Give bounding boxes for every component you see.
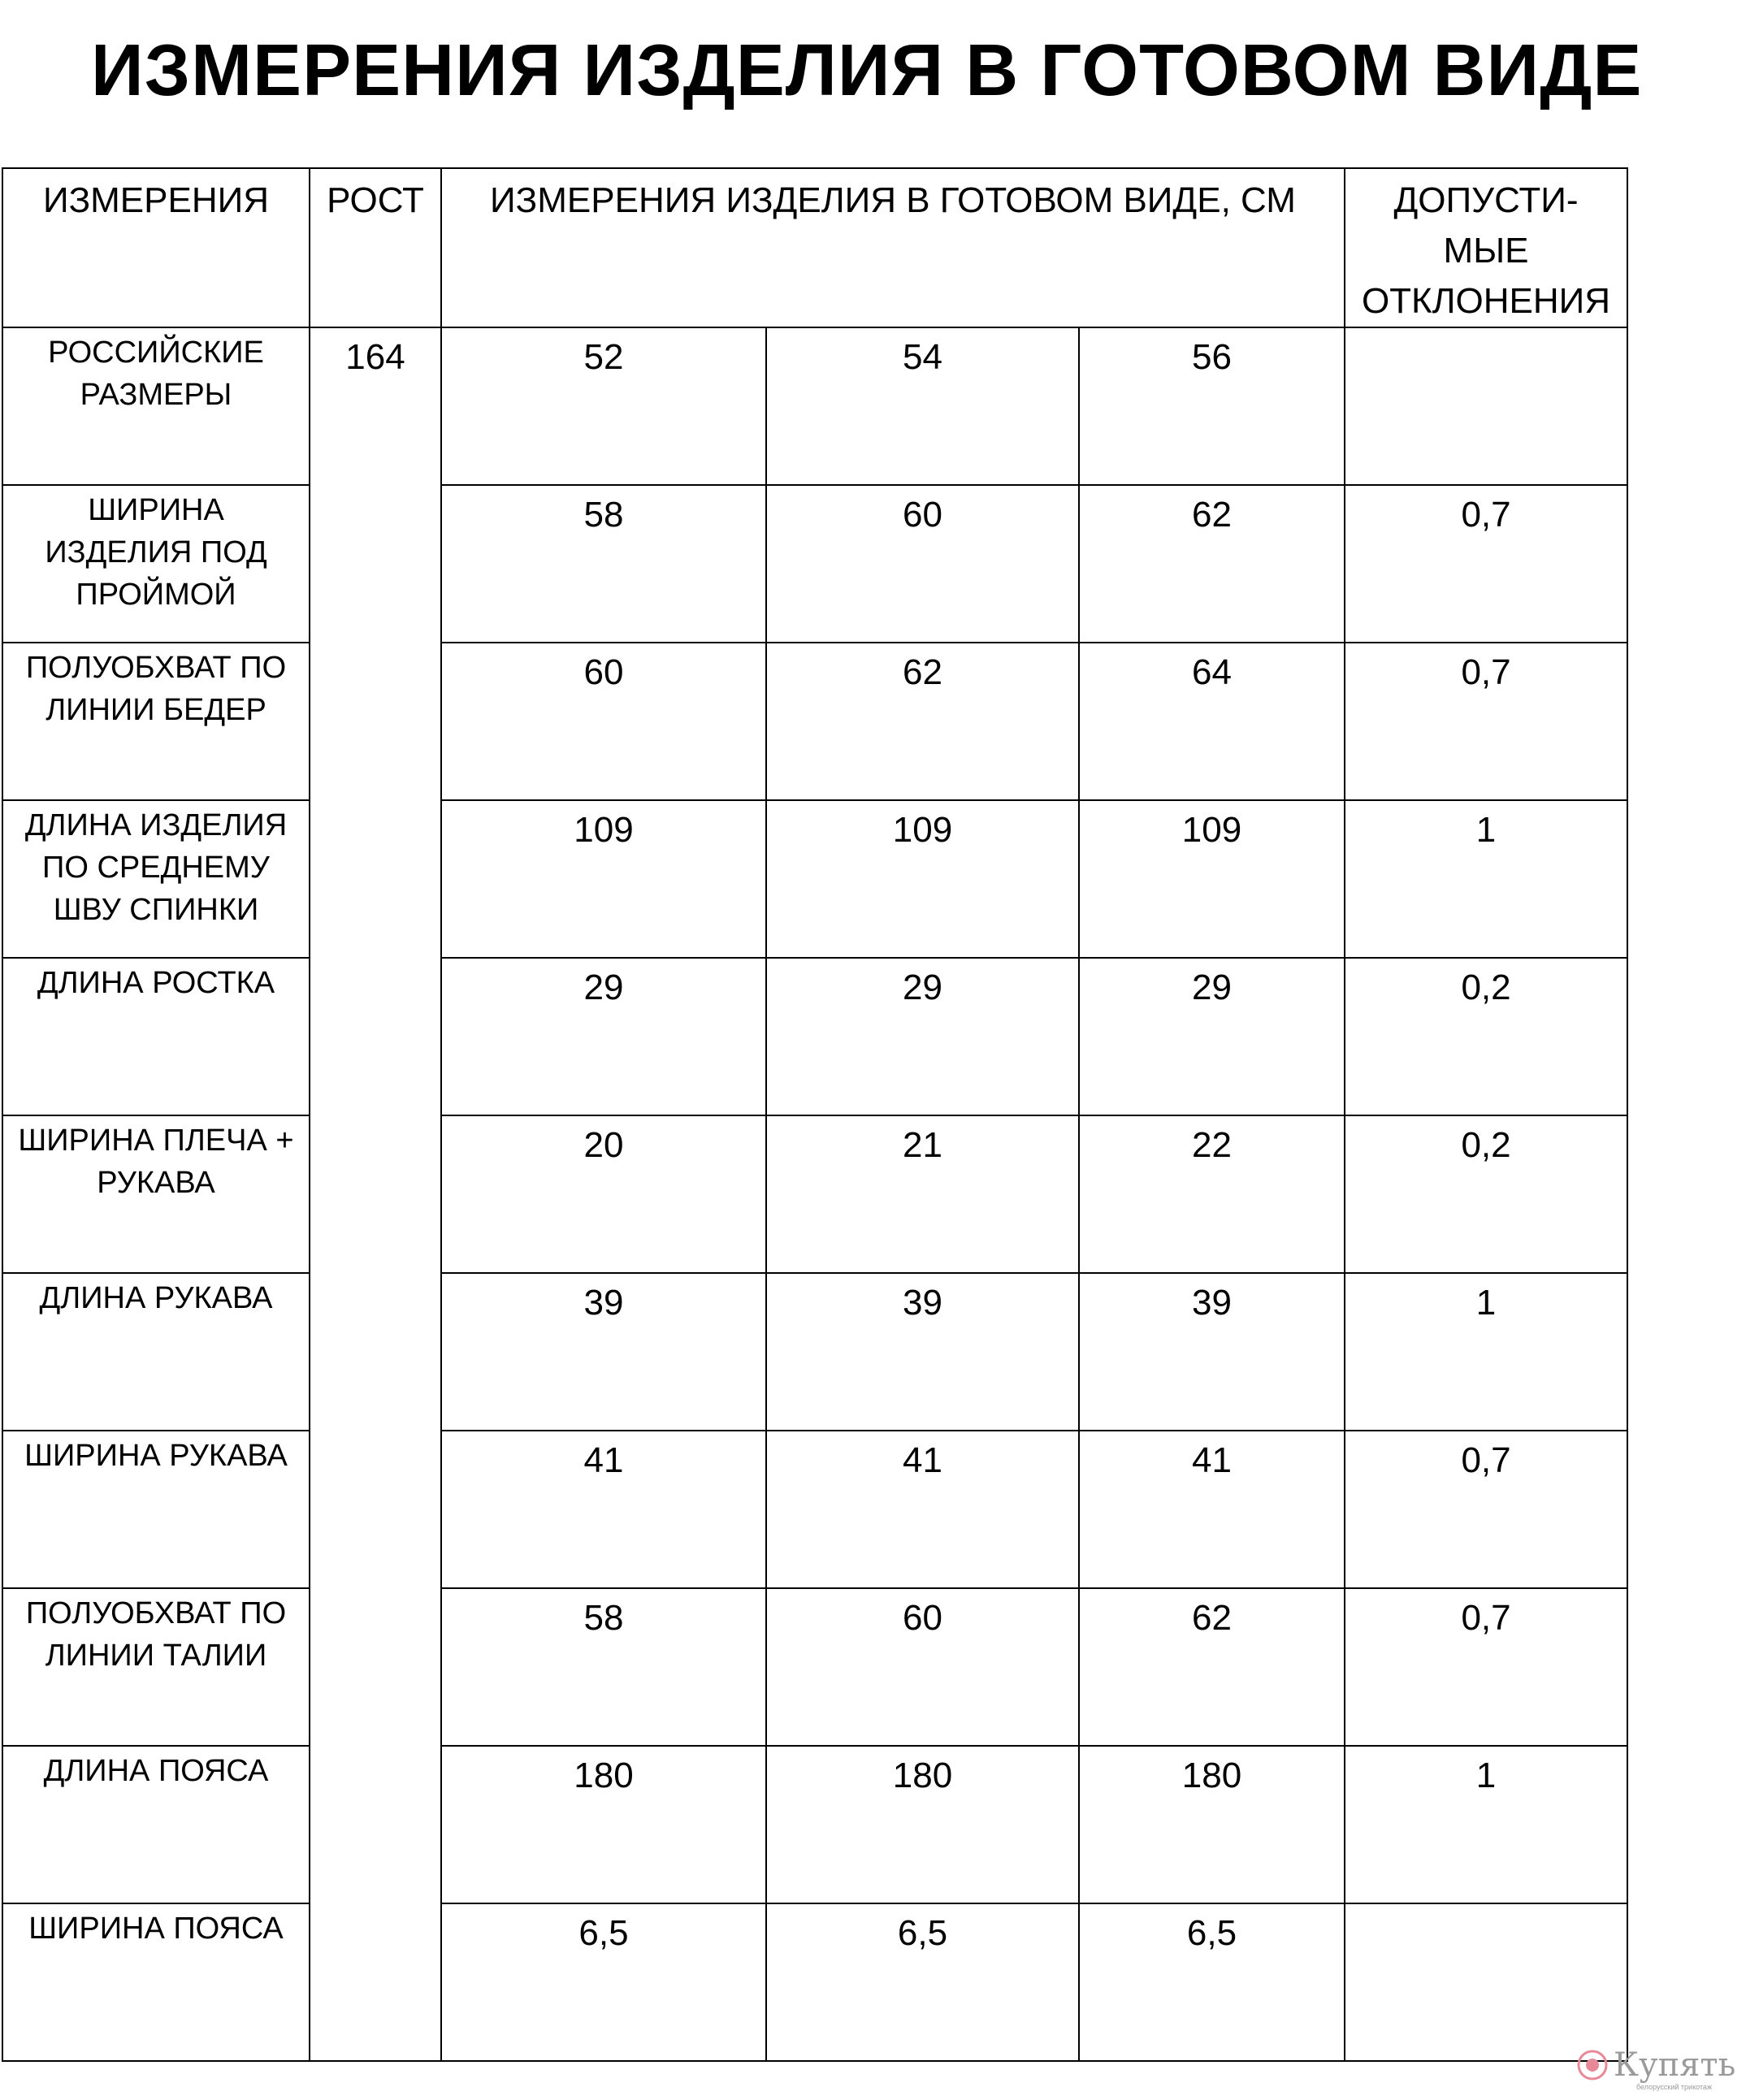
- size-value-cell: 20: [441, 1115, 766, 1273]
- size-value-cell: 54: [766, 327, 1079, 485]
- row-label: [2, 1115, 310, 1273]
- tolerance-cell: 0,7: [1345, 1431, 1627, 1588]
- size-value-cell: 39: [1079, 1273, 1345, 1431]
- table-row: [2, 1903, 1627, 2061]
- row-label-line: ИЗДЕЛИЯ ПОД: [45, 535, 267, 569]
- size-value-cell: 109: [1079, 800, 1345, 958]
- table-row: [2, 1746, 1627, 1903]
- table-header-row: [2, 168, 1627, 327]
- size-value-cell: 41: [1079, 1431, 1345, 1588]
- row-label: [2, 643, 310, 800]
- size-value-cell: 58: [441, 1588, 766, 1746]
- table-row: [2, 1431, 1627, 1588]
- size-value-cell: 60: [441, 643, 766, 800]
- size-value-cell: 6,5: [1079, 1903, 1345, 2061]
- size-value-cell: 64: [1079, 643, 1345, 800]
- size-value-cell: 22: [1079, 1115, 1345, 1273]
- header-tolerance: [1345, 168, 1627, 327]
- header-measure: ИЗМЕРЕНИЯ: [2, 168, 310, 327]
- page-title: ИЗМЕРЕНИЯ ИЗДЕЛИЯ В ГОТОВОМ ВИДЕ: [91, 30, 1643, 111]
- size-value-cell: 21: [766, 1115, 1079, 1273]
- header-tolerance-line: ОТКЛОНЕНИЯ: [1361, 281, 1611, 321]
- tolerance-cell: [1345, 327, 1627, 485]
- tolerance-cell: 0,7: [1345, 643, 1627, 800]
- kupyat-logo-icon: [1576, 2049, 1609, 2081]
- row-label-line: РУКАВА: [97, 1166, 215, 1200]
- size-value-cell: 109: [766, 800, 1079, 958]
- size-value-cell: 29: [1079, 958, 1345, 1115]
- header-height: РОСТ: [310, 168, 441, 327]
- size-value-cell: 29: [441, 958, 766, 1115]
- row-label-line: ПО СРЕДНЕМУ: [42, 851, 270, 885]
- row-label-line: ШИРИНА ПОЯСА: [28, 1912, 284, 1946]
- row-label: [2, 485, 310, 643]
- row-label-line: ДЛИНА ИЗДЕЛИЯ: [24, 808, 288, 842]
- row-label: [2, 1588, 310, 1746]
- watermark-text: Купять: [1614, 2046, 1736, 2084]
- row-label-line: ШВУ СПИНКИ: [53, 893, 259, 927]
- tolerance-cell: [1345, 1903, 1627, 2061]
- row-label-line: ПРОЙМОЙ: [76, 578, 236, 612]
- size-value-cell: 62: [1079, 1588, 1345, 1746]
- size-value-cell: 180: [1079, 1746, 1345, 1903]
- row-label-line: ЛИНИИ ТАЛИИ: [45, 1639, 267, 1673]
- table-row: [2, 800, 1627, 958]
- tolerance-cell: 1: [1345, 1273, 1627, 1431]
- size-value-cell: 62: [1079, 485, 1345, 643]
- tolerance-cell: 0,7: [1345, 1588, 1627, 1746]
- row-label-line: РАЗМЕРЫ: [80, 378, 232, 412]
- size-value-cell: 29: [766, 958, 1079, 1115]
- row-label: [2, 1746, 310, 1903]
- table-row: [2, 327, 1627, 485]
- size-value-cell: 180: [441, 1746, 766, 1903]
- header-tolerance-line: МЫЕ: [1443, 231, 1529, 271]
- row-label-line: ПОЛУОБХВАТ ПО: [25, 651, 287, 685]
- row-label: [2, 1903, 310, 2061]
- row-label-line: ПОЛУОБХВАТ ПО: [25, 1596, 287, 1630]
- size-value-cell: 39: [441, 1273, 766, 1431]
- height-value: 164: [310, 327, 441, 2061]
- row-label: [2, 1273, 310, 1431]
- row-label: [2, 327, 310, 485]
- row-label-line: ШИРИНА: [88, 493, 224, 527]
- row-label: [2, 800, 310, 958]
- watermark-subtext: белорусский трикотаж: [1636, 2083, 1712, 2091]
- row-label-line: ДЛИНА РУКАВА: [39, 1281, 273, 1315]
- row-label-line: ДЛИНА ПОЯСА: [43, 1754, 269, 1788]
- row-label-line: ШИРИНА ПЛЕЧА +: [18, 1124, 294, 1158]
- table-row: [2, 485, 1627, 643]
- size-value-cell: 60: [766, 1588, 1079, 1746]
- tolerance-cell: 0,2: [1345, 958, 1627, 1115]
- header-tolerance-line: ДОПУСТИ-: [1393, 180, 1579, 220]
- size-value-cell: 58: [441, 485, 766, 643]
- size-value-cell: 6,5: [441, 1903, 766, 2061]
- size-value-cell: 41: [766, 1431, 1079, 1588]
- table-row: [2, 1273, 1627, 1431]
- size-measurements-table: [2, 167, 1628, 2062]
- size-value-cell: 56: [1079, 327, 1345, 485]
- header-values: ИЗМЕРЕНИЯ ИЗДЕЛИЯ В ГОТОВОМ ВИДЕ, СМ: [441, 168, 1345, 327]
- size-value-cell: 60: [766, 485, 1079, 643]
- row-label-line: ЛИНИИ БЕДЕР: [45, 693, 266, 727]
- table-row: [2, 1115, 1627, 1273]
- row-label-line: РОССИЙСКИЕ: [48, 336, 264, 370]
- size-value-cell: 62: [766, 643, 1079, 800]
- table-row: [2, 1588, 1627, 1746]
- size-value-cell: 6,5: [766, 1903, 1079, 2061]
- row-label-line: ШИРИНА РУКАВА: [24, 1439, 288, 1473]
- table-row: [2, 643, 1627, 800]
- kupyat-watermark: [1576, 2046, 1736, 2091]
- row-label: [2, 958, 310, 1115]
- row-label-line: ДЛИНА РОСТКА: [37, 966, 275, 1000]
- row-label: [2, 1431, 310, 1588]
- tolerance-cell: 0,2: [1345, 1115, 1627, 1273]
- tolerance-cell: 1: [1345, 800, 1627, 958]
- size-value-cell: 41: [441, 1431, 766, 1588]
- table-row: [2, 958, 1627, 1115]
- size-value-cell: 52: [441, 327, 766, 485]
- size-value-cell: 39: [766, 1273, 1079, 1431]
- size-value-cell: 180: [766, 1746, 1079, 1903]
- size-value-cell: 109: [441, 800, 766, 958]
- tolerance-cell: 0,7: [1345, 485, 1627, 643]
- tolerance-cell: 1: [1345, 1746, 1627, 1903]
